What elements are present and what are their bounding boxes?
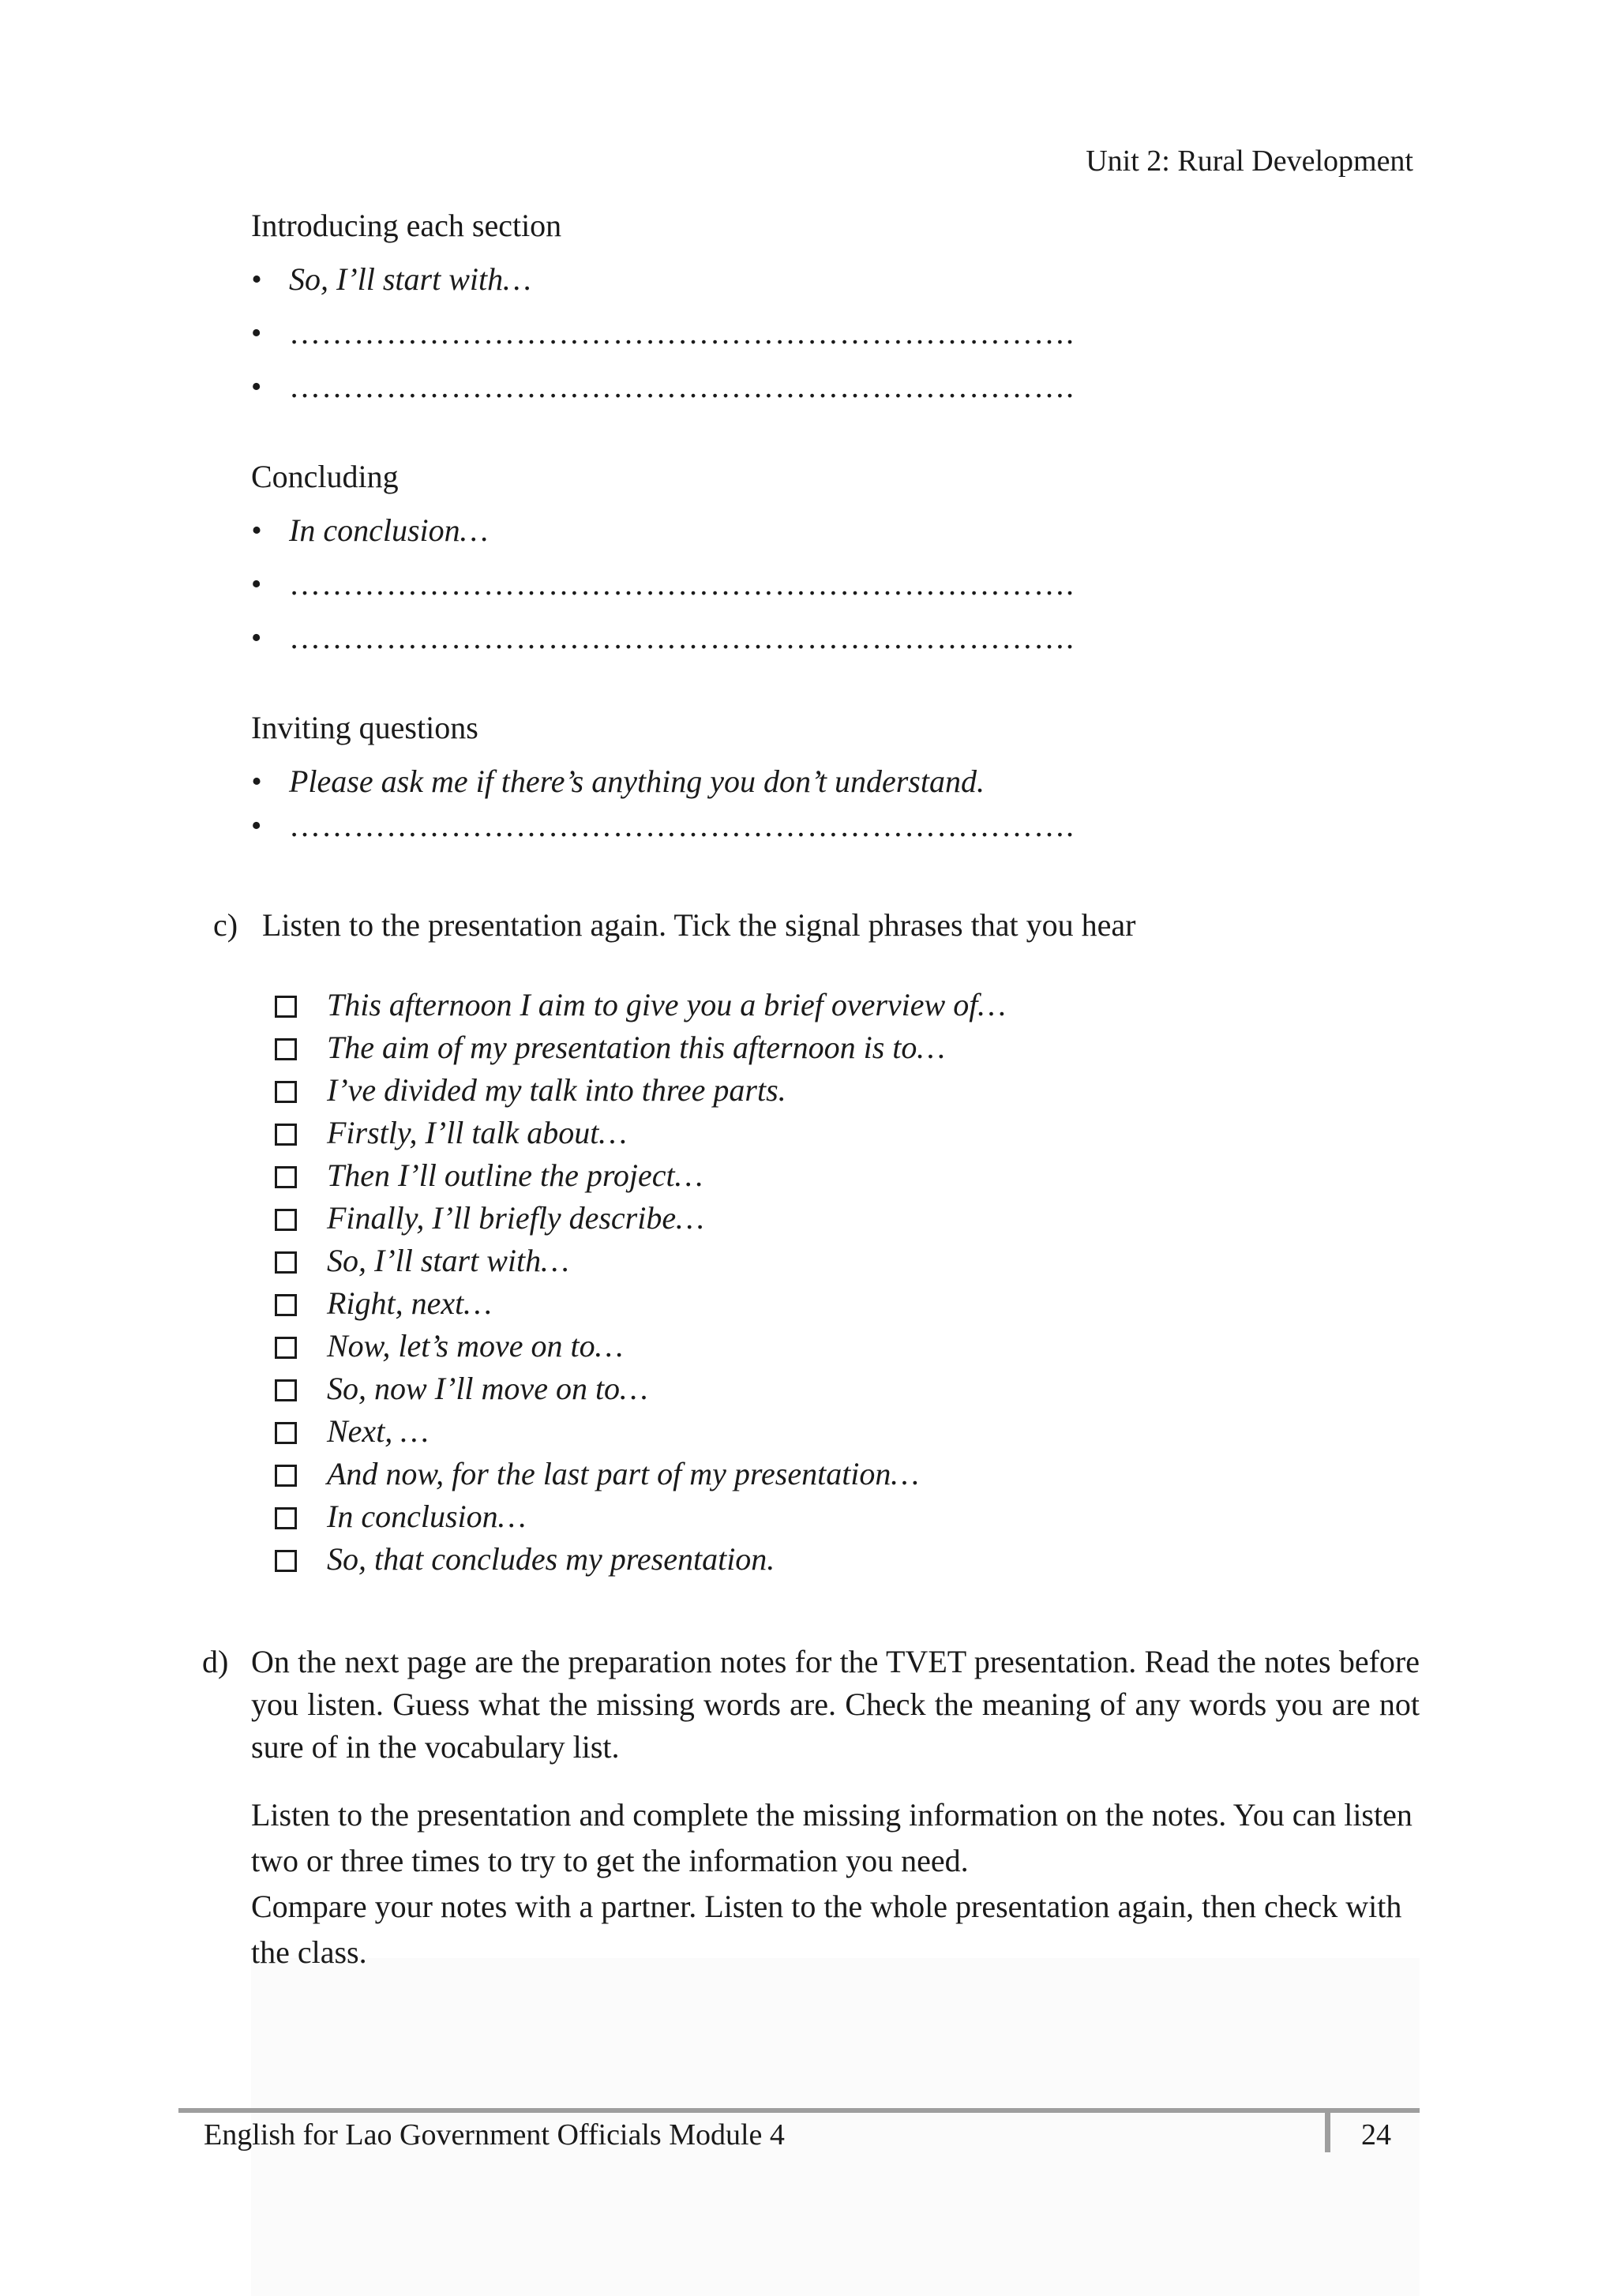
checklist-item [275, 1325, 1006, 1367]
checklist-item [275, 1495, 1006, 1538]
checklist-item [275, 1367, 1006, 1410]
tick-box[interactable] [275, 1166, 297, 1188]
bullet-blank-line: • ………………………………………………………………. [251, 807, 1420, 845]
tick-box[interactable] [275, 1465, 297, 1487]
checklist-item [275, 984, 1006, 1026]
tick-box[interactable] [275, 1379, 297, 1401]
section-title: Concluding [251, 459, 399, 494]
tick-box[interactable] [275, 1209, 297, 1231]
task-marker: d) [202, 1644, 229, 1679]
task-marker: c) [213, 907, 238, 943]
bullet-list [251, 261, 1420, 406]
phrase-text: Then I’ll outline the project… [327, 1157, 703, 1193]
checklist-item [275, 1197, 1006, 1240]
section-title: Inviting questions [251, 710, 478, 745]
tick-box[interactable] [275, 1124, 297, 1146]
tick-box[interactable] [275, 996, 297, 1018]
checklist-item [275, 1538, 1006, 1581]
bullet-list [251, 512, 1420, 657]
phrase-text: So, I’ll start with… [327, 1243, 569, 1278]
tick-box[interactable] [275, 1422, 297, 1444]
bullet-item: • In conclusion… [251, 512, 1420, 550]
bullet-blank-line: • ………………………………………………………………. [251, 619, 1420, 657]
tick-box[interactable] [275, 1294, 297, 1316]
phrase-text: In conclusion… [327, 1499, 527, 1534]
section-inviting-questions [251, 709, 1420, 845]
tick-box[interactable] [275, 1038, 297, 1060]
checklist-item [275, 1154, 1006, 1197]
checklist-item [275, 1410, 1006, 1453]
checklist-item [275, 1112, 1006, 1154]
phrase-text: Finally, I’ll briefly describe… [327, 1200, 704, 1236]
instruction-line: Listen to the presentation and complete the missing information on the notes. You can listen two or three times to try to get the information you need. [251, 1797, 1413, 1878]
task-d-paragraph: On the next page are the preparation notes for the TVET presentation. Read the notes before you listen. Guess what the missing words are. Check the meaning of any words you are not sure of in the vocabulary list. [251, 1644, 1420, 1765]
phrase-text: I’ve divided my talk into three parts. [327, 1072, 786, 1108]
instruction-line: Compare your notes with a partner. Listen to the whole presentation again, then check with the class. [251, 1889, 1402, 1970]
task-c-instruction [213, 906, 1135, 944]
task-d-instructions [251, 1792, 1420, 1975]
footer-title: English for Lao Government Officials Module 4 [204, 2118, 785, 2152]
task-text: Listen to the presentation again. Tick the signal phrases that you hear [262, 907, 1136, 943]
section-title: Introducing each section [251, 208, 562, 243]
phrase-text: The aim of my presentation this afternoon is to… [327, 1030, 945, 1065]
checklist-item [275, 1453, 1006, 1495]
footer-rule [178, 2108, 1420, 2113]
bullet-blank-line: • ………………………………………………………………. [251, 368, 1420, 406]
phrase-text: So, now I’ll move on to… [327, 1371, 648, 1406]
bullet-item: • So, I’ll start with… [251, 261, 1420, 298]
running-header: Unit 2: Rural Development [1086, 144, 1413, 178]
checklist-item [275, 1282, 1006, 1325]
phrase-text: This afternoon I aim to give you a brief overview of… [327, 987, 1006, 1022]
section-concluding [251, 458, 1420, 657]
bullet-item: • Please ask me if there’s anything you don’t understand. [251, 763, 1420, 801]
checklist-item [275, 1240, 1006, 1282]
phrase-text: Next, … [327, 1413, 429, 1449]
phrase-text: And now, for the last part of my presentation… [327, 1456, 919, 1491]
tick-box[interactable] [275, 1251, 297, 1274]
signal-phrase-checklist [275, 984, 1006, 1581]
tick-box[interactable] [275, 1337, 297, 1359]
checklist-item [275, 1026, 1006, 1069]
phrase-text: Right, next… [327, 1285, 492, 1321]
section-introducing [251, 207, 1420, 406]
footer-separator [1325, 2113, 1330, 2152]
checklist-item [275, 1069, 1006, 1112]
task-d [202, 1641, 1420, 1769]
tick-box[interactable] [275, 1507, 297, 1529]
page-number: 24 [1361, 2118, 1391, 2152]
bullet-blank-line: • ………………………………………………………………. [251, 565, 1420, 603]
phrase-text: So, that concludes my presentation. [327, 1541, 775, 1577]
phrase-text: Now, let’s move on to… [327, 1328, 624, 1364]
bullet-blank-line: • ………………………………………………………………. [251, 314, 1420, 352]
tick-box[interactable] [275, 1550, 297, 1572]
tick-box[interactable] [275, 1081, 297, 1103]
phrase-text: Firstly, I’ll talk about… [327, 1115, 627, 1150]
bullet-list [251, 763, 1420, 845]
